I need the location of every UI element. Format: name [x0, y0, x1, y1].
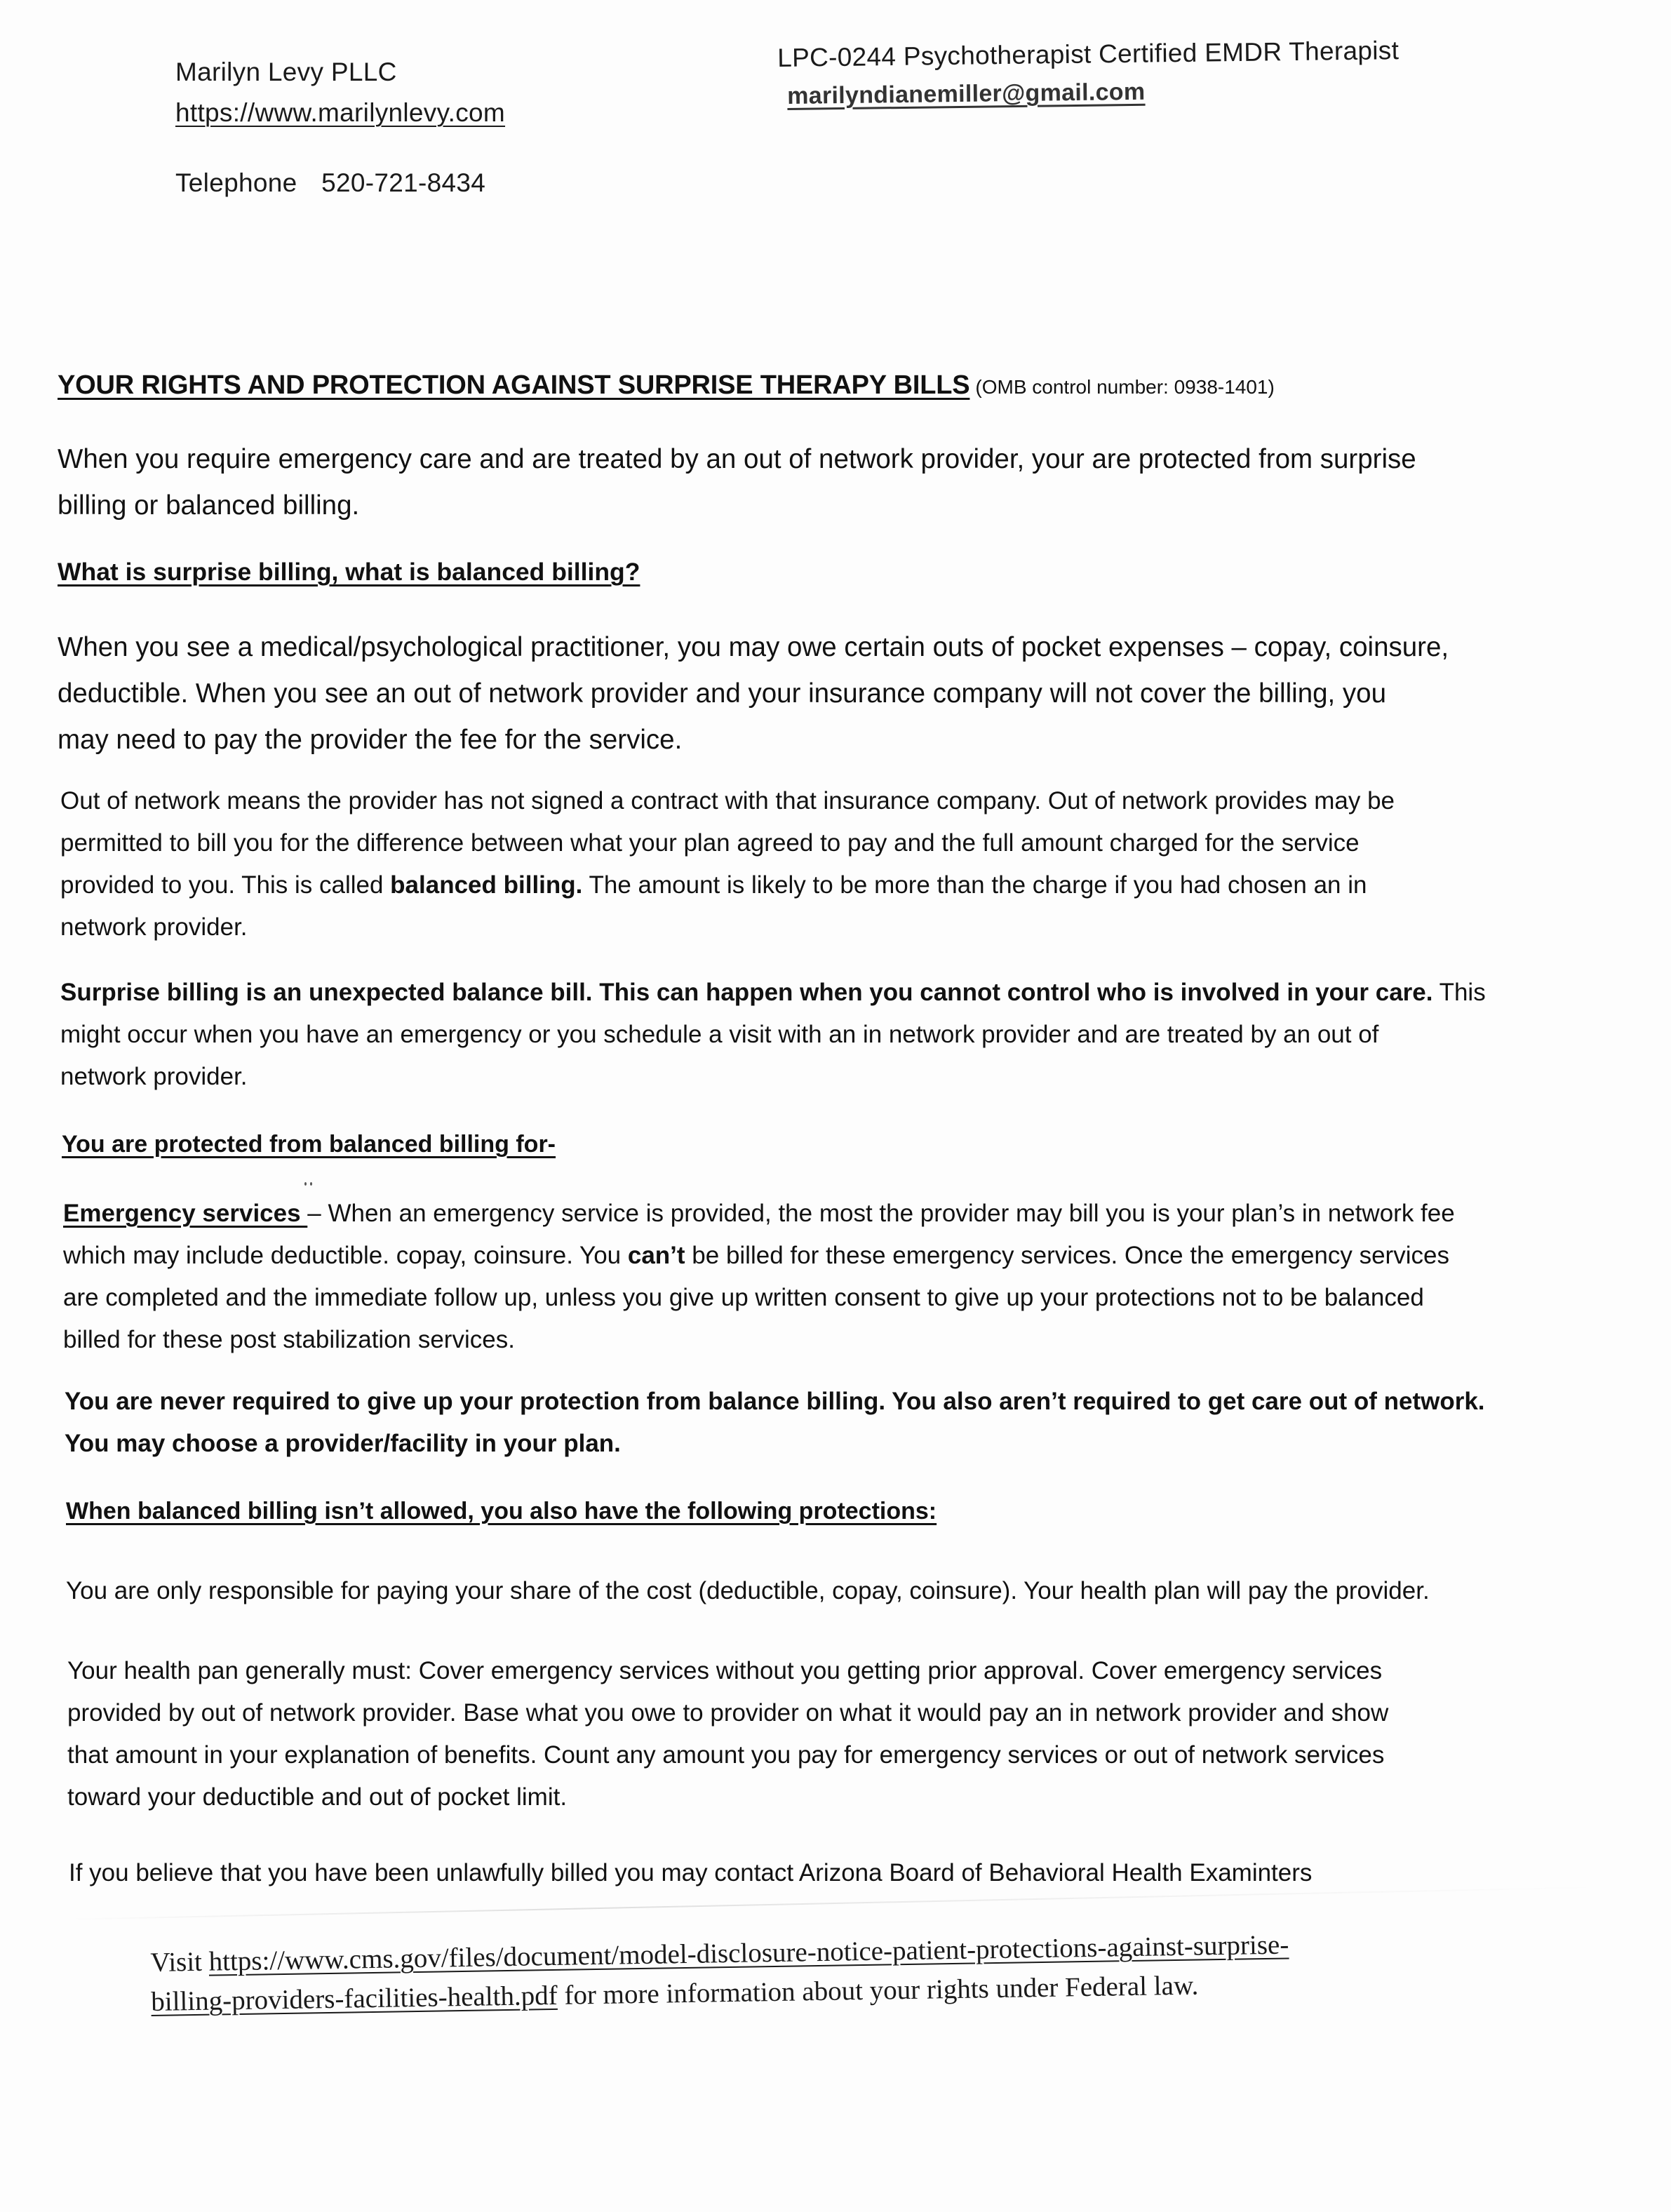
- text-line: If you believe that you have been unlawfully billed you may contact Arizona Board of Behavioral Health Examinters: [69, 1859, 1313, 1886]
- text-line: toward your deductible and out of pocket limit.: [67, 1783, 568, 1811]
- text-line: are completed and the immediate follow up, unless you give up written consent to give up your protections not to be balanced: [63, 1284, 1424, 1311]
- cant-emphasis: can’t: [627, 1242, 685, 1269]
- intro-line: billing or balanced billing.: [58, 490, 360, 521]
- text-line: [60, 972, 1632, 1014]
- practice-name: Marilyn Levy PLLC: [175, 58, 397, 86]
- heading-protected-from-balanced-billing: You are protected from balanced billing for-: [62, 1131, 556, 1158]
- paragraph-out-of-network: [60, 780, 1632, 949]
- paragraph-out-of-pocket: [58, 624, 1629, 763]
- paragraph-surprise-billing: [60, 972, 1632, 1098]
- text-line: Out of network means the provider has not signed a contract with that insurance company. Out of network provides may be: [60, 787, 1395, 815]
- heading-following-protections: When balanced billing isn’t allowed, you also have the following protections:: [66, 1498, 937, 1524]
- text-line: network provider.: [60, 913, 248, 941]
- text-line: may need to pay the provider the fee for the service.: [58, 725, 683, 755]
- visit-label: Visit: [150, 1946, 210, 1978]
- surprise-billing-definition: Surprise billing is an unexpected balance bill. This can happen when you cannot control who is involved in your care.: [60, 979, 1433, 1006]
- title-main: YOUR RIGHTS AND PROTECTION AGAINST SURPRISE THERAPY BILLS: [58, 370, 970, 400]
- telephone-label: Telephone: [175, 168, 297, 197]
- text-span: The amount is likely to be more than the charge if you had chosen an in: [582, 871, 1367, 899]
- text-span: – When an emergency service is provided, the most the provider may bill you is your plan’s in network fee: [307, 1200, 1455, 1227]
- text-line: deductible. When you see an out of network provider and your insurance company will not cover the billing, you: [58, 678, 1386, 709]
- text-span: for more information about your rights under Federal law.: [557, 1970, 1199, 2011]
- text-span: provided to you. This is called: [60, 871, 391, 899]
- text-line: [60, 864, 1632, 906]
- telephone-row: [175, 168, 485, 198]
- text-line: Your health pan generally must: Cover emergency services without you getting prior approval. Cover emergency services: [67, 1657, 1383, 1684]
- text-line: that amount in your explanation of benefits. Count any amount you pay for emergency services or out of network services: [67, 1741, 1385, 1769]
- text-line: provided by out of network provider. Base what you owe to provider on what it would pay an in network provider and show: [67, 1699, 1389, 1727]
- text-line: You may choose a provider/facility in your plan.: [65, 1430, 621, 1457]
- scan-speck: [310, 1182, 312, 1186]
- document-title: [58, 370, 1275, 401]
- email-link[interactable]: marilyndianemiller@gmail.com: [787, 78, 1146, 109]
- paragraph-never-required: [65, 1381, 1636, 1465]
- paragraph-contact-board: [69, 1852, 1312, 1894]
- text-span: which may include deductible. copay, coinsure. You: [63, 1242, 628, 1269]
- text-line: You are only responsible for paying your share of the cost (deductible, copay, coinsure). Your health plan will pay the provider.: [66, 1577, 1430, 1604]
- text-line: [63, 1235, 1635, 1277]
- emergency-services-term: Emergency services: [63, 1200, 308, 1227]
- cms-url-link[interactable]: https://www.cms.gov/files/document/model-disclosure-notice-patient-protections-against-surprise-: [208, 1929, 1289, 1977]
- text-span: This: [1432, 979, 1486, 1006]
- text-line: [63, 1193, 1635, 1235]
- credentials: LPC-0244 Psychotherapist Certified EMDR Therapist: [777, 36, 1400, 72]
- paragraph-your-share: [66, 1570, 1637, 1612]
- telephone-number: 520-721-8434: [321, 168, 486, 197]
- text-line: might occur when you have an emergency or you schedule a visit with an in network provider and are treated by an out of: [60, 1021, 1379, 1048]
- balanced-billing-term: balanced billing.: [390, 871, 583, 899]
- heading-what-is-surprise-billing: What is surprise billing, what is balanced billing?: [58, 558, 640, 586]
- text-line: You are never required to give up your protection from balance billing. You also aren’t required to get care out of network.: [65, 1388, 1485, 1415]
- text-line: When you see a medical/psychological practitioner, you may owe certain outs of pocket expenses – copay, coinsure,: [58, 632, 1449, 662]
- text-line: permitted to bill you for the difference between what your plan agreed to pay and the full amount charged for the service: [60, 829, 1360, 857]
- text-line: billed for these post stabilization services.: [63, 1326, 515, 1353]
- text-line: network provider.: [60, 1063, 248, 1090]
- paragraph-emergency-services: [63, 1193, 1635, 1361]
- paragraph-health-plan-must: [67, 1650, 1639, 1818]
- omb-control-number: (OMB control number: 0938-1401): [975, 376, 1275, 398]
- intro-line: When you require emergency care and are treated by an out of network provider, your are protected from surprise: [58, 444, 1416, 474]
- intro-paragraph: [58, 436, 1601, 529]
- text-span: be billed for these emergency services. Once the emergency services: [685, 1242, 1449, 1269]
- scan-speck: [304, 1182, 307, 1186]
- footer-federal-law: [150, 1926, 1290, 2022]
- cms-url-link-continued[interactable]: billing-providers-facilities-health.pdf: [150, 1980, 558, 2017]
- website-link[interactable]: https://www.marilynlevy.com: [175, 98, 506, 127]
